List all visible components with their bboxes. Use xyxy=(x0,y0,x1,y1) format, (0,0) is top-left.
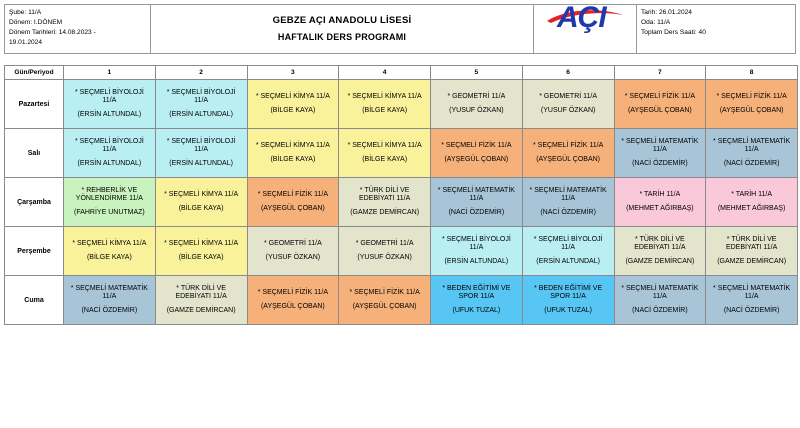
table-row xyxy=(5,178,798,227)
lesson-name: * SEÇMELİ KİMYA 11/A xyxy=(347,142,422,150)
teacher-name: (YUSUF ÖZKAN) xyxy=(449,106,504,114)
lesson-cell[interactable] xyxy=(155,80,247,129)
page-title: HAFTALIK DERS PROGRAMI xyxy=(277,32,407,42)
lesson-name: * BEDEN EĞİTİMİ VE xyxy=(442,285,511,293)
lesson-name: * SEÇMELİ KİMYA 11/A xyxy=(255,142,330,150)
lesson-name: * TÜRK DİLİ VE xyxy=(726,236,777,244)
lesson-name: * TARİH 11/A xyxy=(639,191,681,199)
date-text: Tarih: 26.01.2024 xyxy=(641,9,692,16)
lesson-name: * TARİH 11/A xyxy=(731,191,773,199)
teacher-name: (NACİ ÖZDEMİR) xyxy=(723,306,780,314)
teacher-name: (NACİ ÖZDEMİR) xyxy=(723,159,780,167)
period-header: 6 xyxy=(522,66,614,80)
lesson-cell[interactable] xyxy=(431,276,523,325)
lesson-cell[interactable] xyxy=(522,227,614,276)
teacher-name: (BİLGE KAYA) xyxy=(86,253,132,261)
donem-dates-text-2: 19.01.2024 xyxy=(9,39,43,46)
teacher-name: (AYŞEGÜL ÇOBAN) xyxy=(719,106,784,114)
lesson-cell[interactable] xyxy=(431,227,523,276)
teacher-name: (NACİ ÖZDEMİR) xyxy=(540,208,596,216)
lesson-name: * SEÇMELİ FİZİK 11/A xyxy=(532,142,604,150)
class-info-box xyxy=(5,5,151,53)
room-text: Oda: 11/A xyxy=(641,19,671,26)
sube-text: Şube: 11/A xyxy=(9,9,42,16)
lesson-name: * GEOMETRİ 11/A xyxy=(355,240,414,248)
lesson-cell[interactable] xyxy=(155,129,247,178)
lesson-cell[interactable] xyxy=(614,129,706,178)
teacher-name: (YUSUF ÖZKAN) xyxy=(357,253,412,261)
lesson-name: * SEÇMELİ KİMYA 11/A xyxy=(164,240,239,248)
teacher-name: (UFUK TUZAL) xyxy=(544,306,592,314)
lesson-cell[interactable] xyxy=(339,276,431,325)
lesson-name: * SEÇMELİ BİYOLOJİ xyxy=(441,236,511,244)
lesson-cell[interactable] xyxy=(522,276,614,325)
lesson-name: * BEDEN EĞİTİMİ VE xyxy=(534,285,603,293)
lesson-cell[interactable] xyxy=(522,129,614,178)
lesson-name-cont: SPOR 11/A xyxy=(458,293,495,301)
lesson-cell[interactable] xyxy=(247,80,339,129)
lesson-cell[interactable] xyxy=(522,178,614,227)
teacher-name: (GAMZE DEMİRCAN) xyxy=(350,208,420,216)
lesson-name: * SEÇMELİ BİYOLOJİ xyxy=(166,138,236,146)
lesson-name: * TÜRK DİLİ VE xyxy=(635,236,685,244)
teacher-name: (NACİ ÖZDEMİR) xyxy=(632,159,688,167)
lesson-cell[interactable] xyxy=(155,276,247,325)
table-row xyxy=(5,80,798,129)
logo-box xyxy=(534,1,637,53)
lesson-cell[interactable] xyxy=(339,227,431,276)
meta-info-box xyxy=(637,5,795,53)
lesson-name: * SEÇMELİ FİZİK 11/A xyxy=(257,191,329,199)
lesson-cell[interactable] xyxy=(431,80,523,129)
lesson-name-cont: 11/A xyxy=(102,97,117,105)
lesson-cell[interactable] xyxy=(64,129,156,178)
lesson-name: * GEOMETRİ 11/A xyxy=(539,93,598,101)
lesson-cell[interactable] xyxy=(247,178,339,227)
lesson-cell[interactable] xyxy=(522,80,614,129)
day-label: Çarşamba xyxy=(5,178,64,227)
lesson-name: * SEÇMELİ BİYOLOJİ xyxy=(166,89,236,97)
lesson-name: * REHBERLİK VE xyxy=(81,187,138,195)
teacher-name: (ERSİN ALTUNDAL) xyxy=(169,159,233,167)
teacher-name: (FAHRİYE UNUTMAZ) xyxy=(73,208,145,216)
title-box xyxy=(151,5,534,53)
school-logo xyxy=(545,1,625,51)
lesson-cell[interactable] xyxy=(339,178,431,227)
lesson-cell[interactable] xyxy=(614,178,706,227)
lesson-name: * TÜRK DİLİ VE xyxy=(359,187,410,195)
lesson-name: * SEÇMELİ MATEMATİK xyxy=(437,187,515,195)
lesson-name-cont: EDEBİYATI 11/A xyxy=(634,244,686,252)
teacher-name: (AYŞEGÜL ÇOBAN) xyxy=(627,106,692,114)
period-header: 5 xyxy=(431,66,523,80)
lesson-name-cont: EDEBİYATI 11/A xyxy=(358,195,411,203)
logo-text: AÇI xyxy=(557,1,606,34)
lesson-name: * SEÇMELİ KİMYA 11/A xyxy=(164,191,239,199)
donem-text: Dönem: I.DÖNEM xyxy=(9,19,63,26)
schedule-table xyxy=(4,65,798,325)
day-label: Cuma xyxy=(5,276,64,325)
lesson-name-cont: 11/A xyxy=(194,97,209,105)
teacher-name: (ERSİN ALTUNDAL) xyxy=(77,110,142,118)
lesson-name: * SEÇMELİ MATEMATİK xyxy=(529,187,607,195)
lesson-cell[interactable] xyxy=(431,178,523,227)
teacher-name: (MEHMET AĞIRBAŞ) xyxy=(626,204,694,212)
donem-dates-text-1: Dönem Tarihleri: 14.08.2023 - xyxy=(9,29,96,36)
lesson-cell[interactable] xyxy=(64,276,156,325)
teacher-name: (MEHMET AĞIRBAŞ) xyxy=(717,204,786,212)
teacher-name: (AYŞEGÜL ÇOBAN) xyxy=(536,155,601,163)
teacher-name: (ERSİN ALTUNDAL) xyxy=(444,257,509,265)
lesson-name: * SEÇMELİ FİZİK 11/A xyxy=(624,93,696,101)
lesson-name: * GEOMETRİ 11/A xyxy=(447,93,506,101)
lesson-cell[interactable] xyxy=(64,178,156,227)
lesson-name: * SEÇMELİ MATEMATİK xyxy=(713,285,791,293)
lesson-cell[interactable] xyxy=(706,129,798,178)
lesson-name-cont: 11/A xyxy=(469,244,484,252)
lesson-name-cont: EDEBİYATI 11/A xyxy=(725,244,778,252)
lesson-cell[interactable] xyxy=(64,80,156,129)
teacher-name: (BİLGE KAYA) xyxy=(362,155,408,163)
table-row xyxy=(5,129,798,178)
period-header: 1 xyxy=(64,66,156,80)
lesson-name-cont: 11/A xyxy=(561,195,576,203)
day-label: Perşembe xyxy=(5,227,64,276)
table-row xyxy=(5,276,798,325)
teacher-name: (ERSİN ALTUNDAL) xyxy=(77,159,142,167)
lesson-name: * SEÇMELİ KİMYA 11/A xyxy=(255,93,330,101)
lesson-cell[interactable] xyxy=(155,227,247,276)
lesson-cell[interactable] xyxy=(339,80,431,129)
school-name: GEBZE AÇI ANADOLU LİSESİ xyxy=(272,15,412,26)
lesson-name: * SEÇMELİ BİYOLOJİ xyxy=(74,89,144,97)
teacher-name: (AYŞEGÜL ÇOBAN) xyxy=(444,155,509,163)
teacher-name: (AYŞEGÜL ÇOBAN) xyxy=(260,204,325,212)
lesson-cell[interactable] xyxy=(64,227,156,276)
lesson-name-cont: 11/A xyxy=(102,146,117,154)
day-label: Salı xyxy=(5,129,64,178)
teacher-name: (BİLGE KAYA) xyxy=(270,106,316,114)
lesson-name: * SEÇMELİ BİYOLOJİ xyxy=(74,138,144,146)
lesson-cell[interactable] xyxy=(614,227,706,276)
lesson-name: * SEÇMELİ BİYOLOJİ xyxy=(533,236,603,244)
lesson-name: * SEÇMELİ FİZİK 11/A xyxy=(716,93,787,101)
day-label: Pazartesi xyxy=(5,80,64,129)
lesson-name: * SEÇMELİ MATEMATİK xyxy=(70,285,148,293)
teacher-name: (GAMZE DEMİRCAN) xyxy=(166,306,236,314)
teacher-name: (GAMZE DEMİRCAN) xyxy=(625,257,695,265)
lesson-name: * SEÇMELİ MATEMATİK xyxy=(621,285,699,293)
period-header: 8 xyxy=(706,66,798,80)
lesson-cell[interactable] xyxy=(155,178,247,227)
teacher-name: (BİLGE KAYA) xyxy=(362,106,408,114)
teacher-name: (NACİ ÖZDEMİR) xyxy=(632,306,688,314)
lesson-cell[interactable] xyxy=(247,276,339,325)
lesson-name-cont: 11/A xyxy=(652,146,667,154)
teacher-name: (GAMZE DEMİRCAN) xyxy=(717,257,787,265)
lesson-name-cont: 11/A xyxy=(744,146,759,154)
lesson-name-cont: 11/A xyxy=(652,293,667,301)
lesson-name-cont: 11/A xyxy=(561,244,576,252)
teacher-name: (NACİ ÖZDEMİR) xyxy=(81,306,138,314)
teacher-name: (UFUK TUZAL) xyxy=(452,306,501,314)
lesson-name: * SEÇMELİ FİZİK 11/A xyxy=(257,289,329,297)
period-header: 3 xyxy=(247,66,339,80)
lesson-cell[interactable] xyxy=(706,178,798,227)
lesson-name-cont: SPOR 11/A xyxy=(550,293,586,301)
teacher-name: (BİLGE KAYA) xyxy=(178,253,224,261)
lesson-cell[interactable] xyxy=(706,80,798,129)
lesson-name: * SEÇMELİ FİZİK 11/A xyxy=(349,289,420,297)
period-header: 2 xyxy=(155,66,247,80)
teacher-name: (ERSİN ALTUNDAL) xyxy=(169,110,233,118)
teacher-name: (BİLGE KAYA) xyxy=(178,204,224,212)
teacher-name: (YUSUF ÖZKAN) xyxy=(265,253,321,261)
teacher-name: (NACİ ÖZDEMİR) xyxy=(448,208,505,216)
teacher-name: (ERSİN ALTUNDAL) xyxy=(536,257,600,265)
teacher-name: (AYŞEGÜL ÇOBAN) xyxy=(260,302,325,310)
lesson-name: * SEÇMELİ MATEMATİK xyxy=(621,138,699,146)
lesson-cell[interactable] xyxy=(431,129,523,178)
lesson-cell[interactable] xyxy=(614,276,706,325)
lesson-name: * TÜRK DİLİ VE xyxy=(176,285,226,293)
lesson-name-cont: YÖNLENDİRME 11/A xyxy=(75,195,143,203)
corner-header: Gün/Periyod xyxy=(5,66,64,80)
lesson-cell[interactable] xyxy=(614,80,706,129)
period-header-row xyxy=(5,66,798,80)
lesson-cell[interactable] xyxy=(706,227,798,276)
schedule-header xyxy=(4,1,796,54)
total-hours-text: Toplam Ders Saati: 40 xyxy=(641,29,706,36)
teacher-name: (AYŞEGÜL ÇOBAN) xyxy=(352,302,417,310)
table-row xyxy=(5,227,798,276)
lesson-name-cont: 11/A xyxy=(744,293,759,301)
teacher-name: (YUSUF ÖZKAN) xyxy=(540,106,596,114)
lesson-cell[interactable] xyxy=(247,227,339,276)
lesson-cell[interactable] xyxy=(706,276,798,325)
lesson-name-cont: 11/A xyxy=(194,146,209,154)
lesson-name: * SEÇMELİ KİMYA 11/A xyxy=(72,240,147,248)
period-header: 7 xyxy=(614,66,706,80)
teacher-name: (BİLGE KAYA) xyxy=(270,155,316,163)
lesson-name: * SEÇMELİ KİMYA 11/A xyxy=(347,93,422,101)
lesson-name: * SEÇMELİ MATEMATİK xyxy=(713,138,791,146)
lesson-name: * GEOMETRİ 11/A xyxy=(263,240,322,248)
lesson-name-cont: EDEBİYATI 11/A xyxy=(175,293,227,301)
lesson-name: * SEÇMELİ FİZİK 11/A xyxy=(441,142,512,150)
lesson-name-cont: 11/A xyxy=(102,293,117,301)
lesson-name-cont: 11/A xyxy=(469,195,484,203)
period-header: 4 xyxy=(339,66,431,80)
lesson-cell[interactable] xyxy=(339,129,431,178)
lesson-cell[interactable] xyxy=(247,129,339,178)
